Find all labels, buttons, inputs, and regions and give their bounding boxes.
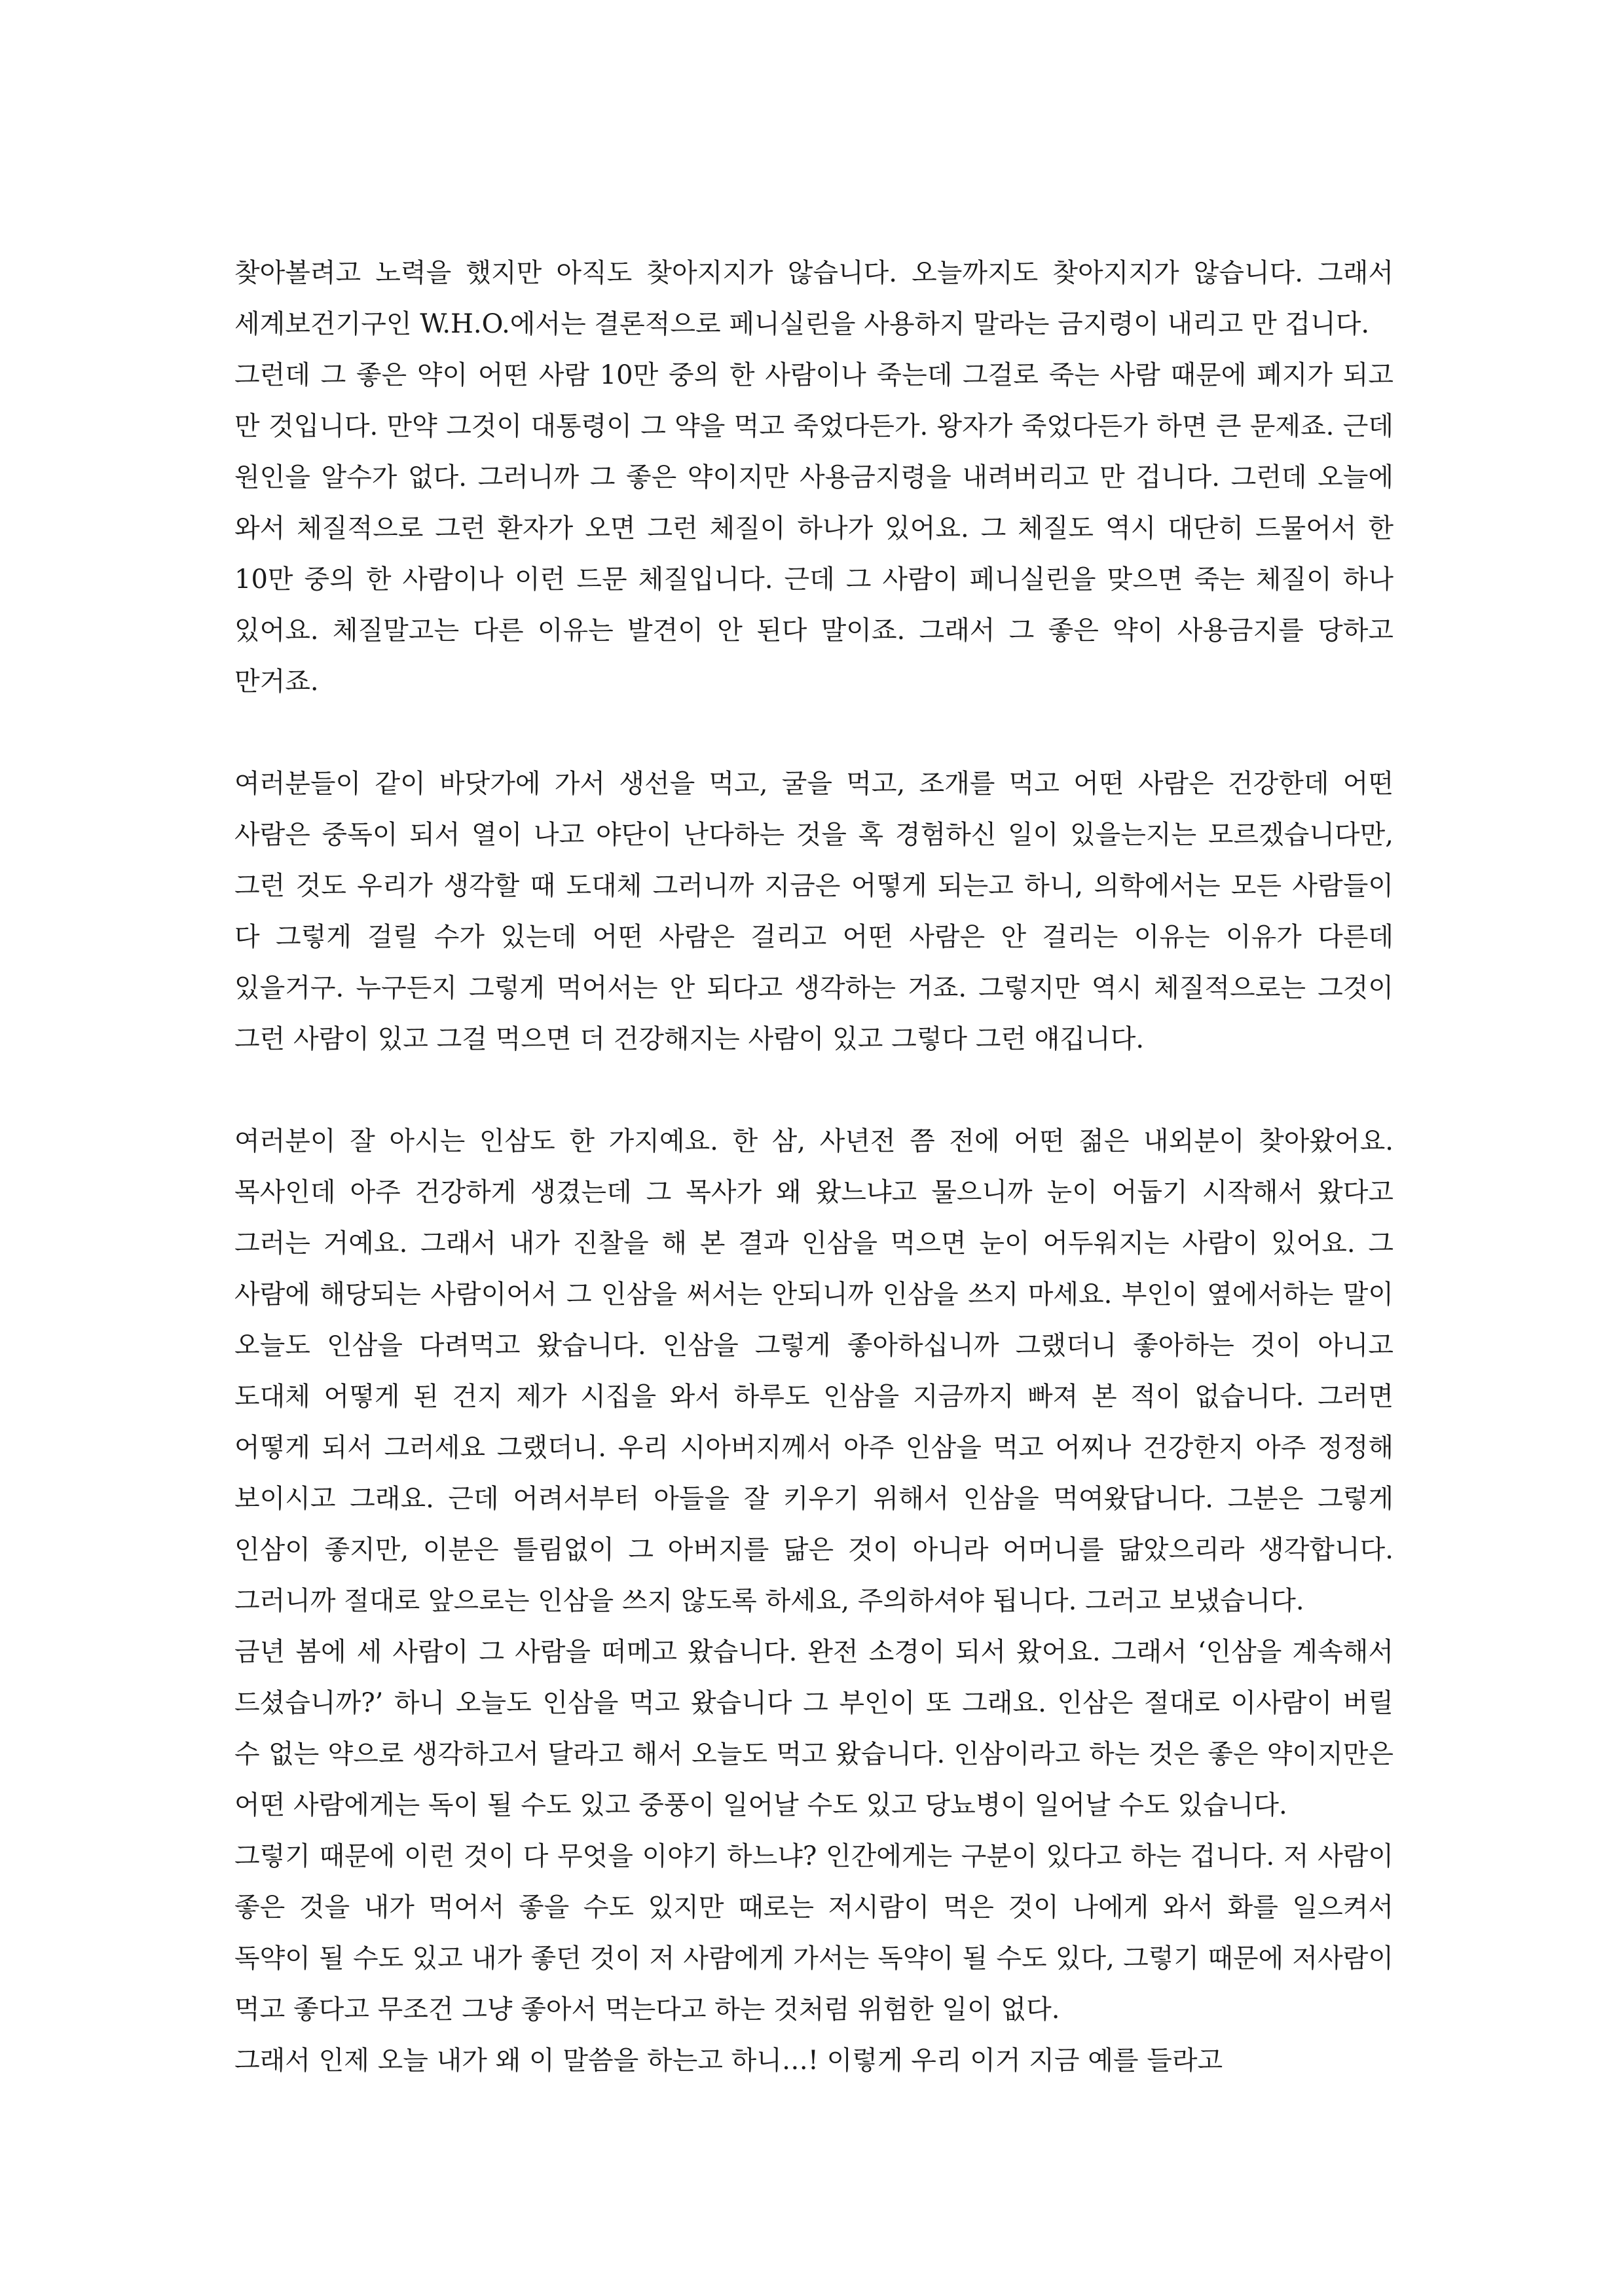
paragraph-6: 그렇기 때문에 이런 것이 다 무엇을 이야기 하느냐? 인간에게는 구분이 있다고 하는 겁니다. 저 사람이 좋은 것을 내가 먹어서 좋을 수도 있지만 때로는 저시람이 먹은 것이 나에게 와서 화를 일으켜서 독약이 될 수도 있고 내가 좋던 것이 저 사람에게 가서는 독약이 될 수도 있다, 그렇기 때문에 저사람이 먹고 좋다고 무조건 그냥 좋아서 먹는다고 하는 것처럼 위험한 일이 없다. <box>234 1841 1393 2025</box>
paragraph-3: 여러분들이 같이 바닷가에 가서 생선을 먹고, 굴을 먹고, 조개를 먹고 어떤 사람은 건강한데 어떤 사람은 중독이 되서 열이 나고 야단이 난다하는 것을 혹 경험하신 일이 있을는지는 모르겠습니다만, 그런 것도 우리가 생각할 때 도대체 그러니까 지금은 어떻게 되는고 하니, 의학에서는 모든 사람들이 다 그렇게 걸릴 수가 있는데 어떤 사람은 걸리고 어떤 사람은 안 걸리는 이유는 이유가 다른데 있을거구. 누구든지 그렇게 먹어서는 안 되다고 생각하는 거죠. 그렇지만 역시 체질적으로는 그것이 그런 사람이 있고 그걸 먹으면 더 건강해지는 사람이 있고 그렇다 그런 얘깁니다. <box>234 769 1393 1054</box>
paragraph-7: 그래서 인제 오늘 내가 왜 이 말씀을 하는고 하니…! 이렇게 우리 이거 지금 예를 들라고 <box>234 2046 1223 2076</box>
paragraph-5: 금년 봄에 세 사람이 그 사람을 떠메고 왔습니다. 완전 소경이 되서 왔어요. 그래서 ‘인삼을 계속해서 드셨습니까?’ 하니 오늘도 인삼을 먹고 왔습니다 그 부인이 또 그래요. 인삼은 절대로 이사람이 버릴 수 없는 약으로 생각하고서 달라고 해서 오늘도 먹고 왔습니다. 인삼이라고 하는 것은 좋은 약이지만은 어떤 사람에게는 독이 될 수도 있고 중풍이 일어날 수도 있고 당뇨병이 일어날 수도 있습니다. <box>234 1637 1393 1820</box>
document-body <box>234 248 1393 2086</box>
paragraph-1: 찾아볼려고 노력을 했지만 아직도 찾아지지가 않습니다. 오늘까지도 찾아지지가 않습니다. 그래서 세계보건기구인 W.H.O.에서는 결론적으로 페니실린을 사용하지 말라는 금지령이 내리고 만 겁니다. <box>234 258 1393 339</box>
paragraph-2: 그런데 그 좋은 약이 어떤 사람 10만 중의 한 사람이나 죽는데 그걸로 죽는 사람 때문에 폐지가 되고 만 것입니다. 만약 그것이 대통령이 그 약을 먹고 죽었다든가. 왕자가 죽었다든가 하면 큰 문제죠. 근데 원인을 알수가 없다. 그러니까 그 좋은 약이지만 사용금지령을 내려버리고 만 겁니다. 그런데 오늘에 와서 체질적으로 그런 환자가 오면 그런 체질이 하나가 있어요. 그 체질도 역시 대단히 드물어서 한 10만 중의 한 사람이나 이런 드문 체질입니다. 근데 그 사람이 페니실린을 맞으면 죽는 체질이 하나 있어요. 체질말고는 다른 이유는 발견이 안 된다 말이죠. 그래서 그 좋은 약이 사용금지를 당하고 만거죠. <box>234 360 1393 697</box>
paragraph-4: 여러분이 잘 아시는 인삼도 한 가지예요. 한 삼, 사년전 쯤 전에 어떤 젊은 내외분이 찾아왔어요. 목사인데 아주 건강하게 생겼는데 그 목사가 왜 왔느냐고 물으니까 눈이 어둡기 시작해서 왔다고 그러는 거예요. 그래서 내가 진찰을 해 본 결과 인삼을 먹으면 눈이 어두워지는 사람이 있어요. 그 사람에 해당되는 사람이어서 그 인삼을 써서는 안되니까 인삼을 쓰지 마세요. 부인이 옆에서하는 말이 오늘도 인삼을 다려먹고 왔습니다. 인삼을 그렇게 좋아하십니까 그랬더니 좋아하는 것이 아니고 도대체 어떻게 된 건지 제가 시집을 와서 하루도 인삼을 지금까지 빠져 본 적이 없습니다. 그러면 어떻게 되서 그러세요 그랬더니. 우리 시아버지께서 아주 인삼을 먹고 어찌나 건강한지 아주 정정해 보이시고 그래요. 근데 어려서부터 아들을 잘 키우기 위해서 인삼을 먹여왔답니다. 그분은 그렇게 인삼이 좋지만, 이분은 틀림없이 그 아버지를 닮은 것이 아니라 어머니를 닮았으리라 생각합니다. 그러니까 절대로 앞으로는 인삼을 쓰지 않도록 하세요, 주의하셔야 됩니다. 그러고 보냈습니다. <box>234 1126 1393 1616</box>
